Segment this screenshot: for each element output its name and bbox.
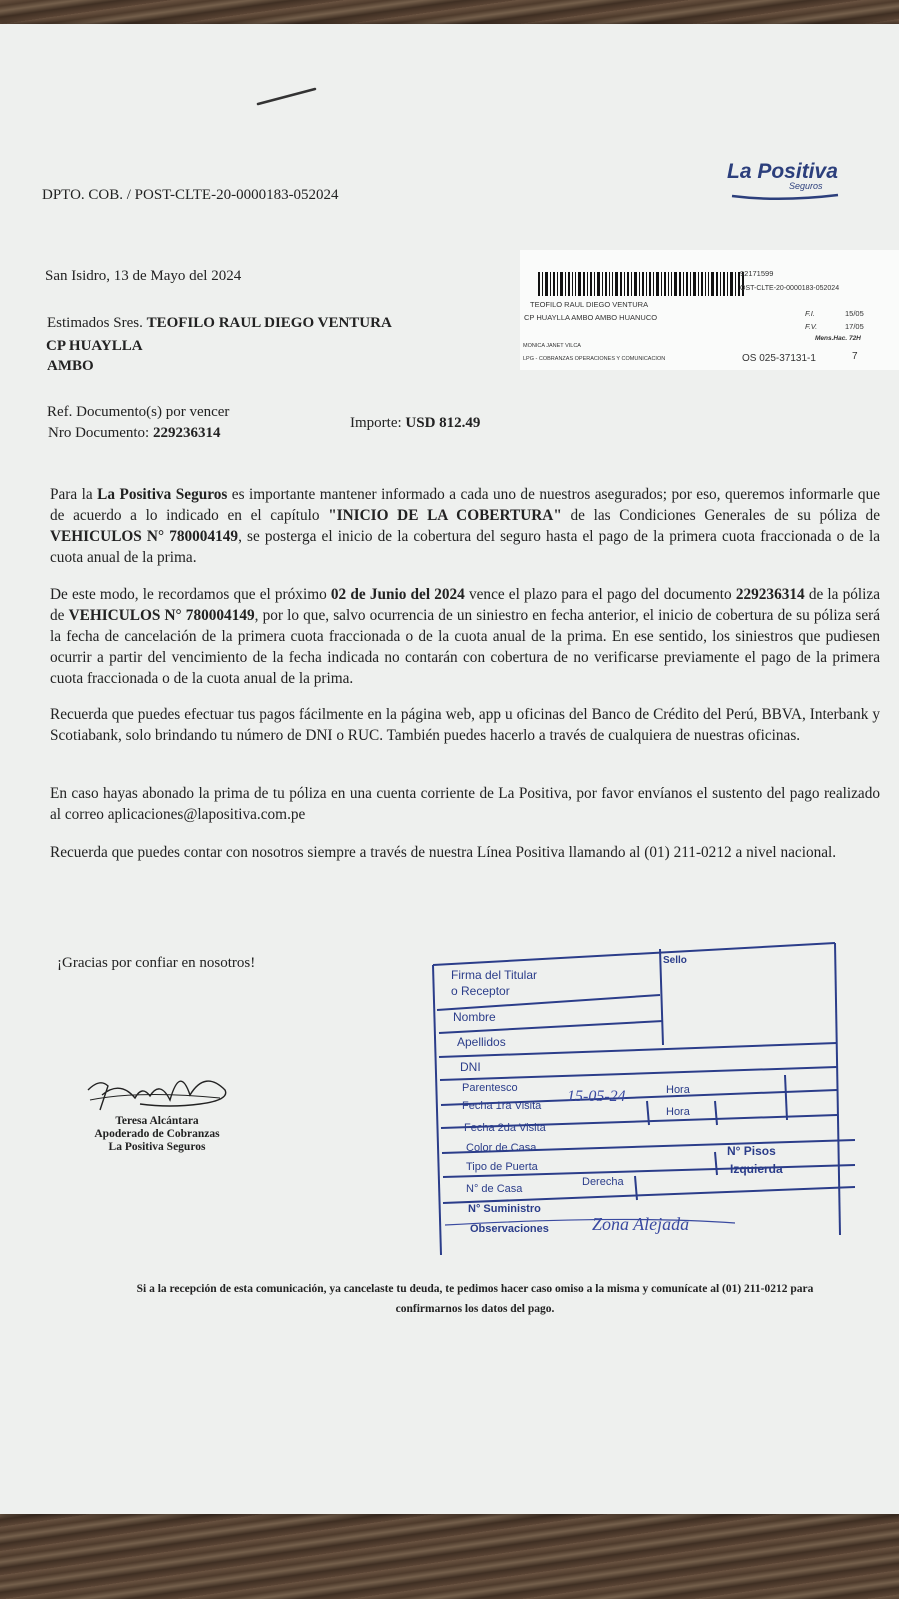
p2-document: 229236314 — [735, 586, 805, 603]
stamp-izquierda-label: Izquierda — [730, 1162, 783, 1176]
p1-company: La Positiva Seguros — [97, 486, 228, 503]
label-agent: MONICA JANET VILCA — [523, 343, 581, 349]
recipient-block — [47, 315, 392, 332]
label-fv-value: 17/05 — [845, 322, 864, 331]
stamp-hora-label: Hora — [666, 1084, 690, 1096]
stamp-firma-label: Firma del Titular — [451, 968, 538, 982]
paragraph-payment-channels: Recuerda que puedes efectuar tus pagos fácilmente en la página web, app u oficinas del Banco de Crédito del Perú, BBVA, Interbank y Scotiabank, solo brindando tu número de DNI o RUC. También puedes hacerlo a través de cualquiera de nuestras oficinas. — [50, 706, 880, 744]
label-os-number: 7 — [852, 351, 858, 362]
p2-text: de la póliza de — [50, 586, 880, 624]
pen-mark — [255, 85, 320, 110]
label-fv-label: F.V. — [805, 322, 818, 331]
stamp-apellidos-label: Apellidos — [457, 1035, 506, 1049]
stamp-fecha1-label: Fecha 1ra Visita — [462, 1100, 542, 1112]
label-department: LPG - COBRANZAS OPERACIONES Y COMUNICACION — [523, 356, 666, 362]
signer-company: La Positiva Seguros — [108, 1141, 206, 1153]
label-recipient-address: CP HUAYLLA AMBO AMBO HUANUCO — [524, 313, 658, 322]
stamp-hora2-label: Hora — [666, 1106, 690, 1118]
stamp-n-casa-label: N° de Casa — [466, 1183, 523, 1195]
p1-text: de las Condiciones Generales de su póliza de — [561, 507, 880, 524]
department-reference: DPTO. COB. / POST-CLTE-20-0000183-052024 — [42, 187, 339, 203]
p2-due-date: 02 de Junio del 2024 — [330, 586, 465, 603]
stamp-observaciones-label: Observaciones — [470, 1223, 549, 1235]
p2-policy: VEHICULOS N° 780004149 — [68, 607, 255, 624]
p1-chapter: "INICIO DE LA COBERTURA" — [328, 507, 562, 524]
p2-text: , por lo que, salvo ocurrencia de un siniestro en fecha anterior, el inicio de cobertura de su póliza será la fecha de cancelación de la primera cuota fraccionada o de la cuota anual de la prima. En ese sentido, los siniestros que pudiesen ocurrir a partir del vencimiento de la fecha indicada no contarán con cobertura de no verificarse previamente el pago de la primera cuota fraccionada o de la cuota anual de la prima. — [50, 607, 881, 687]
stamp-suministro-label: N° Suministro — [468, 1203, 541, 1215]
stamp-fecha2-label: Fecha 2da Visita — [464, 1122, 546, 1134]
paragraph-due-date — [50, 584, 880, 689]
recipient-line3: AMBO — [47, 358, 94, 374]
label-fi-value: 15/05 — [845, 309, 864, 318]
handwritten-signature — [80, 1060, 240, 1120]
amount-label: Importe: — [350, 415, 402, 431]
closing-thanks: ¡Gracias por confiar en nosotros! — [57, 955, 256, 971]
stamp-receptor-label: o Receptor — [451, 984, 510, 998]
stamp-sello-label: Sello — [663, 955, 687, 966]
paragraph-deposit-proof: En caso hayas abonado la prima de tu póliza en una cuenta corriente de La Positiva, por favor envíanos el sustento del pago realizado al correo aplicaciones@lapositiva.com.pe — [50, 785, 880, 823]
stamp-color-casa-label: Color de Casa — [466, 1142, 537, 1154]
barcode — [538, 272, 744, 296]
document-number-value: 229236314 — [152, 425, 221, 441]
logo-subtitle: Seguros — [789, 181, 823, 191]
label-recipient-name: TEOFILO RAUL DIEGO VENTURA — [530, 300, 649, 309]
label-os-code: OS 025-37131-1 — [742, 353, 816, 364]
recipient-name: TEOFILO RAUL DIEGO VENTURA — [146, 315, 392, 331]
recipient-line2: CP HUAYLLA — [46, 338, 143, 354]
stamp-nombre-label: Nombre — [453, 1010, 496, 1024]
document-number-label: Nro Documento: — [48, 425, 150, 441]
salutation-prefix: Estimados Sres. — [47, 315, 143, 331]
logo-swoosh-icon — [730, 186, 840, 202]
p1-text: Para la — [50, 486, 98, 503]
p2-text: De este modo, le recordamos que el próximo — [50, 586, 331, 603]
footer-line1: Si a la recepción de esta comunicación, ya cancelaste tu deuda, te pedimos hacer caso omiso a la misma y comunícate al (01) 211-0212 para — [136, 1283, 814, 1295]
paragraph-coverage-notice — [50, 484, 880, 568]
stamp-fecha1-handwritten: 15-05-24 — [567, 1088, 626, 1105]
label-reference: OST-CLTE-20-0000183-052024 — [740, 285, 840, 292]
p1-policy: VEHICULOS N° 780004149 — [50, 528, 239, 545]
label-fi-label: F.I. — [805, 309, 815, 318]
reference-line: Ref. Documento(s) por vencer — [47, 404, 230, 420]
address-label — [520, 250, 899, 370]
stamp-parentesco-label: Parentesco — [462, 1082, 518, 1094]
stamp-dni-label: DNI — [460, 1060, 481, 1074]
p1-text: , se posterga el inicio de la cobertura del seguro hasta el pago de la primera cuota fraccionada o de la cuota anual de la prima. — [50, 528, 881, 566]
letter-date: San Isidro, 13 de Mayo del 2024 — [45, 268, 242, 284]
footer-line2: confirmarnos los datos del pago. — [395, 1303, 555, 1315]
p1-text: es importante mantener informado a cada uno de nuestros asegurados; por eso, queremos informarle que de acuerdo a lo indicado en el capítulo — [50, 486, 881, 524]
signer-role: Apoderado de Cobranzas — [94, 1128, 220, 1140]
logo-wordmark: La Positiva — [727, 160, 838, 183]
signer-name: Teresa Alcántara — [115, 1115, 199, 1127]
paragraph-phone-line: Recuerda que puedes contar con nosotros siempre a través de nuestra Línea Positiva llamando al (01) 211-0212 a nivel nacional. — [50, 844, 837, 861]
stamp-observaciones-handwritten: Zona Alejada — [592, 1214, 690, 1234]
stamp-tipo-puerta-label: Tipo de Puerta — [466, 1161, 538, 1173]
stamp-pisos-label: N° Pisos — [727, 1144, 776, 1158]
amount-line — [350, 415, 480, 432]
label-mens-hac: Mens.Hac. 72H — [815, 335, 861, 342]
la-positiva-logo — [727, 160, 842, 191]
p2-text: vence el plazo para el pago del documento — [464, 586, 736, 603]
document-number-line — [48, 425, 220, 442]
footer-note — [60, 1279, 890, 1319]
amount-value: USD 812.49 — [405, 415, 481, 431]
label-small-code: 92171599 — [740, 269, 774, 278]
stamp-derecha-label: Derecha — [582, 1176, 624, 1188]
signer-block — [77, 1115, 237, 1154]
